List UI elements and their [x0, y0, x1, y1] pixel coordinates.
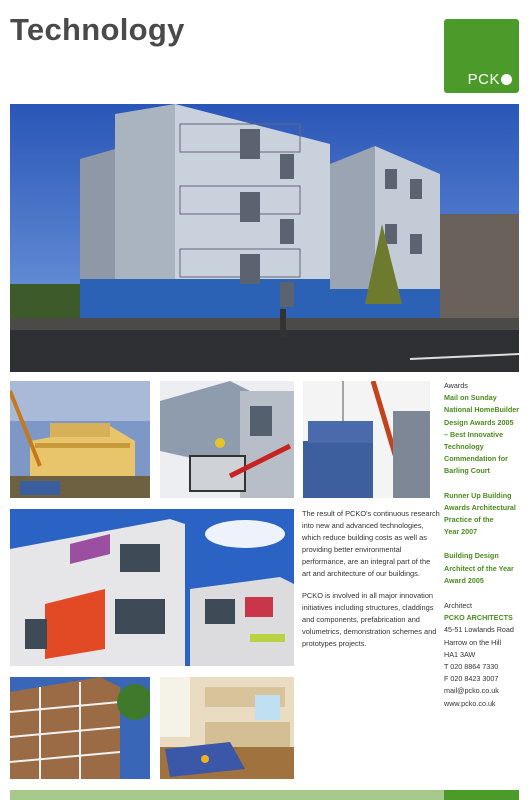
award-line: Design Awards 2005 [444, 417, 514, 427]
page-title: Technology [10, 12, 185, 47]
awards-heading: Awards [444, 381, 468, 390]
award-line: Awards Architectural [444, 502, 516, 512]
award-2 [444, 490, 524, 539]
architect-contact [444, 600, 526, 710]
phone-number: T 020 8864 7330 [444, 662, 499, 672]
awards-section [444, 380, 524, 587]
logo-text: PCK [467, 71, 500, 88]
photo-module-cladding-worker [160, 381, 294, 498]
address-line: HA1 3AW [444, 649, 476, 659]
architect-name: PCKO ARCHITECTS [444, 613, 513, 623]
address-line: 45-51 Lowlands Road [444, 625, 514, 635]
photo-facade-colored-panels [10, 509, 294, 666]
footer-bar-dark [444, 790, 519, 800]
award-line: Year 2007 [444, 527, 478, 537]
footer-bar-light [10, 790, 444, 800]
award-1 [444, 392, 524, 477]
logo-dot-icon [501, 74, 512, 85]
body-copy [302, 508, 440, 661]
photo-interior-kitchen [160, 677, 294, 779]
website-link[interactable]: www.pcko.co.uk [444, 698, 496, 708]
award-line: – Best Innovative [444, 429, 504, 439]
fax-number: F 020 8423 3007 [444, 674, 499, 684]
award-line: Building Design [444, 551, 499, 561]
body-paragraph-2: PCKO is involved in all major innovation initiatives including structures, claddings and components, prefabrication and volumetrics, demonstration schemes and prototypes projects. [302, 591, 437, 649]
photo-timber-balconies [10, 677, 150, 779]
award-line: National HomeBuilder [444, 405, 520, 415]
award-line: Mail on Sunday [444, 393, 497, 403]
award-3 [444, 550, 524, 587]
photo-module-lifting [303, 381, 430, 498]
award-line: Award 2005 [444, 575, 484, 585]
award-line: Runner Up Building [444, 490, 512, 500]
award-line: Architect of the Year [444, 563, 514, 573]
photo-module-crane-install [10, 381, 150, 498]
address-line: Harrow on the Hill [444, 637, 502, 647]
hero-photo-modular-housing [10, 104, 519, 372]
architect-heading: Architect [444, 601, 472, 610]
award-line: Commendation for [444, 454, 508, 464]
award-line: Technology [444, 442, 484, 452]
email-link[interactable]: mail@pcko.co.uk [444, 686, 499, 696]
award-line: Practice of the [444, 515, 494, 525]
body-paragraph-1: The result of PCKO's continuous research into new and advanced technologies, which reduce building costs as well as providing better environmental performance, are an integral part of the art and architecture of our buildings. [302, 509, 440, 578]
pcko-logo [444, 19, 519, 93]
award-line: Barling Court [444, 466, 490, 476]
